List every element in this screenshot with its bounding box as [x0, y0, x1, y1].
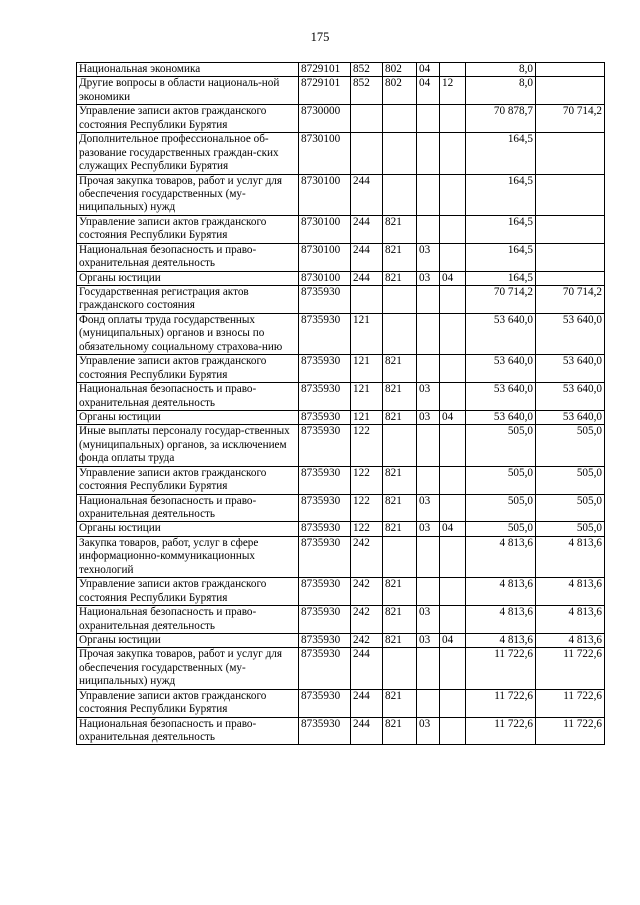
target-article-cell: 8735930	[299, 648, 351, 689]
table-row	[77, 77, 605, 105]
section-cell: 03	[417, 494, 440, 522]
target-article-cell: 8735930	[299, 689, 351, 717]
subsection-cell: 04	[440, 522, 466, 536]
subsection-cell	[440, 286, 466, 314]
name-cell: Закупка товаров, работ, услуг в сфере информационно-коммуникационных технологий	[77, 536, 299, 577]
section-cell	[417, 215, 440, 243]
administrator-cell: 821	[383, 689, 417, 717]
target-article-cell: 8735930	[299, 313, 351, 354]
expense-type-cell	[351, 133, 383, 174]
name-cell: Управление записи актов гражданского состояния Республики Бурятия	[77, 105, 299, 133]
expense-type-cell	[351, 105, 383, 133]
expense-type-cell: 852	[351, 77, 383, 105]
amount-subvention-cell	[536, 243, 605, 271]
expense-type-cell: 244	[351, 215, 383, 243]
subsection-cell: 04	[440, 271, 466, 285]
amount-subvention-cell	[536, 63, 605, 77]
administrator-cell: 821	[383, 494, 417, 522]
expense-type-cell: 122	[351, 494, 383, 522]
expense-type-cell: 121	[351, 410, 383, 424]
administrator-cell	[383, 536, 417, 577]
amount-cell: 164,5	[466, 215, 536, 243]
table-row	[77, 466, 605, 494]
expense-type-cell: 122	[351, 425, 383, 466]
table-row	[77, 494, 605, 522]
amount-subvention-cell: 11 722,6	[536, 689, 605, 717]
target-article-cell: 8735930	[299, 410, 351, 424]
name-cell: Прочая закупка товаров, работ и услуг для обеспечения государственных (му-ниципальных) нужд	[77, 648, 299, 689]
amount-subvention-cell: 4 813,6	[536, 606, 605, 634]
name-cell: Фонд оплаты труда государственных (муниципальных) органов и взносы по обязательному социальному страхова-нию	[77, 313, 299, 354]
amount-subvention-cell: 4 813,6	[536, 536, 605, 577]
administrator-cell: 821	[383, 215, 417, 243]
name-cell: Национальная безопасность и право-охранительная деятельность	[77, 717, 299, 745]
administrator-cell: 821	[383, 271, 417, 285]
administrator-cell: 821	[383, 633, 417, 647]
amount-cell: 8,0	[466, 77, 536, 105]
name-cell: Органы юстиции	[77, 522, 299, 536]
target-article-cell: 8735930	[299, 522, 351, 536]
subsection-cell	[440, 215, 466, 243]
administrator-cell: 802	[383, 63, 417, 77]
expense-type-cell: 852	[351, 63, 383, 77]
amount-cell: 4 813,6	[466, 606, 536, 634]
amount-cell: 53 640,0	[466, 355, 536, 383]
expense-type-cell: 242	[351, 606, 383, 634]
section-cell	[417, 174, 440, 215]
expense-type-cell: 244	[351, 174, 383, 215]
subsection-cell: 04	[440, 410, 466, 424]
amount-subvention-cell	[536, 271, 605, 285]
amount-cell: 4 813,6	[466, 578, 536, 606]
section-cell	[417, 133, 440, 174]
amount-subvention-cell: 53 640,0	[536, 355, 605, 383]
section-cell: 04	[417, 63, 440, 77]
subsection-cell	[440, 425, 466, 466]
target-article-cell: 8730100	[299, 243, 351, 271]
administrator-cell: 821	[383, 578, 417, 606]
name-cell: Органы юстиции	[77, 633, 299, 647]
section-cell	[417, 648, 440, 689]
name-cell: Другие вопросы в области националь-ной экономики	[77, 77, 299, 105]
table-row	[77, 648, 605, 689]
administrator-cell: 821	[383, 717, 417, 745]
target-article-cell: 8735930	[299, 383, 351, 411]
section-cell: 03	[417, 243, 440, 271]
amount-cell: 4 813,6	[466, 536, 536, 577]
section-cell	[417, 578, 440, 606]
amount-subvention-cell	[536, 215, 605, 243]
section-cell: 03	[417, 717, 440, 745]
expense-type-cell: 244	[351, 271, 383, 285]
expense-type-cell: 242	[351, 536, 383, 577]
administrator-cell: 821	[383, 383, 417, 411]
section-cell	[417, 536, 440, 577]
name-cell: Органы юстиции	[77, 410, 299, 424]
administrator-cell: 821	[383, 355, 417, 383]
section-cell	[417, 313, 440, 354]
expense-type-cell	[351, 286, 383, 314]
target-article-cell: 8735930	[299, 494, 351, 522]
expense-type-cell: 121	[351, 355, 383, 383]
amount-cell: 11 722,6	[466, 648, 536, 689]
name-cell: Управление записи актов гражданского состояния Республики Бурятия	[77, 215, 299, 243]
section-cell	[417, 286, 440, 314]
target-article-cell: 8729101	[299, 77, 351, 105]
amount-subvention-cell: 4 813,6	[536, 633, 605, 647]
table-row	[77, 174, 605, 215]
name-cell: Государственная регистрация актов гражданского состояния	[77, 286, 299, 314]
budget-table	[76, 62, 605, 745]
table-body	[77, 63, 605, 745]
target-article-cell: 8730100	[299, 271, 351, 285]
page-number: 175	[310, 30, 330, 44]
target-article-cell: 8730100	[299, 174, 351, 215]
subsection-cell	[440, 243, 466, 271]
administrator-cell: 821	[383, 466, 417, 494]
amount-cell: 164,5	[466, 271, 536, 285]
name-cell: Управление записи актов гражданского состояния Республики Бурятия	[77, 355, 299, 383]
subsection-cell	[440, 63, 466, 77]
name-cell: Национальная безопасность и право-охранительная деятельность	[77, 494, 299, 522]
section-cell: 03	[417, 271, 440, 285]
section-cell: 03	[417, 383, 440, 411]
target-article-cell: 8735930	[299, 606, 351, 634]
target-article-cell: 8735930	[299, 633, 351, 647]
name-cell: Национальная безопасность и право-охранительная деятельность	[77, 383, 299, 411]
table-row	[77, 425, 605, 466]
name-cell: Управление записи актов гражданского состояния Республики Бурятия	[77, 466, 299, 494]
subsection-cell	[440, 578, 466, 606]
section-cell: 03	[417, 522, 440, 536]
table-row	[77, 522, 605, 536]
administrator-cell: 821	[383, 522, 417, 536]
amount-subvention-cell	[536, 133, 605, 174]
amount-subvention-cell: 505,0	[536, 494, 605, 522]
section-cell	[417, 105, 440, 133]
expense-type-cell: 121	[351, 313, 383, 354]
administrator-cell	[383, 648, 417, 689]
target-article-cell: 8735930	[299, 466, 351, 494]
table-row	[77, 105, 605, 133]
section-cell: 03	[417, 410, 440, 424]
amount-cell: 70 878,7	[466, 105, 536, 133]
table-row	[77, 536, 605, 577]
subsection-cell	[440, 105, 466, 133]
amount-subvention-cell: 53 640,0	[536, 383, 605, 411]
section-cell	[417, 425, 440, 466]
administrator-cell	[383, 313, 417, 354]
table-row	[77, 689, 605, 717]
table-row	[77, 383, 605, 411]
administrator-cell: 821	[383, 606, 417, 634]
table-row	[77, 355, 605, 383]
administrator-cell: 821	[383, 243, 417, 271]
administrator-cell: 802	[383, 77, 417, 105]
name-cell: Прочая закупка товаров, работ и услуг для обеспечения государственных (му-ниципальных) нужд	[77, 174, 299, 215]
table-row	[77, 313, 605, 354]
amount-cell: 505,0	[466, 466, 536, 494]
amount-subvention-cell: 11 722,6	[536, 648, 605, 689]
administrator-cell: 821	[383, 410, 417, 424]
administrator-cell	[383, 105, 417, 133]
name-cell: Дополнительное профессиональное об-разование государственных граждан-ских служащих Республики Бурятия	[77, 133, 299, 174]
administrator-cell	[383, 174, 417, 215]
expense-type-cell: 122	[351, 466, 383, 494]
subsection-cell	[440, 717, 466, 745]
amount-cell: 70 714,2	[466, 286, 536, 314]
table-row	[77, 606, 605, 634]
amount-cell: 164,5	[466, 133, 536, 174]
target-article-cell: 8730000	[299, 105, 351, 133]
amount-subvention-cell: 505,0	[536, 522, 605, 536]
expense-type-cell: 242	[351, 578, 383, 606]
administrator-cell	[383, 425, 417, 466]
target-article-cell: 8735930	[299, 578, 351, 606]
amount-cell: 505,0	[466, 425, 536, 466]
expense-type-cell: 122	[351, 522, 383, 536]
subsection-cell: 12	[440, 77, 466, 105]
target-article-cell: 8735930	[299, 425, 351, 466]
table-row	[77, 717, 605, 745]
amount-cell: 4 813,6	[466, 633, 536, 647]
expense-type-cell: 242	[351, 633, 383, 647]
target-article-cell: 8735930	[299, 355, 351, 383]
amount-cell: 8,0	[466, 63, 536, 77]
amount-subvention-cell: 505,0	[536, 425, 605, 466]
target-article-cell: 8735930	[299, 717, 351, 745]
expense-type-cell: 244	[351, 689, 383, 717]
name-cell: Национальная безопасность и право-охранительная деятельность	[77, 243, 299, 271]
amount-subvention-cell: 70 714,2	[536, 105, 605, 133]
name-cell: Управление записи актов гражданского состояния Республики Бурятия	[77, 578, 299, 606]
amount-cell: 11 722,6	[466, 717, 536, 745]
amount-cell: 53 640,0	[466, 383, 536, 411]
name-cell: Национальная безопасность и право-охранительная деятельность	[77, 606, 299, 634]
section-cell: 03	[417, 633, 440, 647]
target-article-cell: 8730100	[299, 133, 351, 174]
table-row	[77, 215, 605, 243]
expense-type-cell: 244	[351, 648, 383, 689]
amount-cell: 164,5	[466, 243, 536, 271]
subsection-cell	[440, 355, 466, 383]
amount-cell: 505,0	[466, 494, 536, 522]
target-article-cell: 8735930	[299, 286, 351, 314]
administrator-cell	[383, 286, 417, 314]
name-cell: Органы юстиции	[77, 271, 299, 285]
subsection-cell	[440, 466, 466, 494]
table-row	[77, 578, 605, 606]
section-cell: 03	[417, 606, 440, 634]
table-row	[77, 271, 605, 285]
table-row	[77, 633, 605, 647]
name-cell: Управление записи актов гражданского состояния Республики Бурятия	[77, 689, 299, 717]
subsection-cell	[440, 383, 466, 411]
name-cell: Национальная экономика	[77, 63, 299, 77]
table-row	[77, 410, 605, 424]
section-cell: 04	[417, 77, 440, 105]
amount-subvention-cell: 11 722,6	[536, 717, 605, 745]
amount-cell: 505,0	[466, 522, 536, 536]
amount-subvention-cell: 53 640,0	[536, 410, 605, 424]
expense-type-cell: 244	[351, 243, 383, 271]
administrator-cell	[383, 133, 417, 174]
subsection-cell	[440, 494, 466, 522]
subsection-cell	[440, 689, 466, 717]
table-row	[77, 133, 605, 174]
amount-subvention-cell: 4 813,6	[536, 578, 605, 606]
expense-type-cell: 244	[351, 717, 383, 745]
amount-subvention-cell	[536, 77, 605, 105]
table-row	[77, 286, 605, 314]
section-cell	[417, 355, 440, 383]
target-article-cell: 8735930	[299, 536, 351, 577]
expense-type-cell: 121	[351, 383, 383, 411]
amount-cell: 53 640,0	[466, 410, 536, 424]
name-cell: Иные выплаты персоналу государ-ственных (муниципальных) органов, за исключением фонда оплаты труда	[77, 425, 299, 466]
subsection-cell	[440, 648, 466, 689]
subsection-cell	[440, 313, 466, 354]
subsection-cell	[440, 133, 466, 174]
subsection-cell	[440, 606, 466, 634]
amount-subvention-cell: 53 640,0	[536, 313, 605, 354]
subsection-cell	[440, 536, 466, 577]
table-row	[77, 63, 605, 77]
amount-cell: 11 722,6	[466, 689, 536, 717]
target-article-cell: 8730100	[299, 215, 351, 243]
table-row	[77, 243, 605, 271]
amount-cell: 164,5	[466, 174, 536, 215]
section-cell	[417, 466, 440, 494]
amount-subvention-cell	[536, 174, 605, 215]
target-article-cell: 8729101	[299, 63, 351, 77]
subsection-cell: 04	[440, 633, 466, 647]
amount-subvention-cell: 70 714,2	[536, 286, 605, 314]
section-cell	[417, 689, 440, 717]
amount-cell: 53 640,0	[466, 313, 536, 354]
amount-subvention-cell: 505,0	[536, 466, 605, 494]
subsection-cell	[440, 174, 466, 215]
